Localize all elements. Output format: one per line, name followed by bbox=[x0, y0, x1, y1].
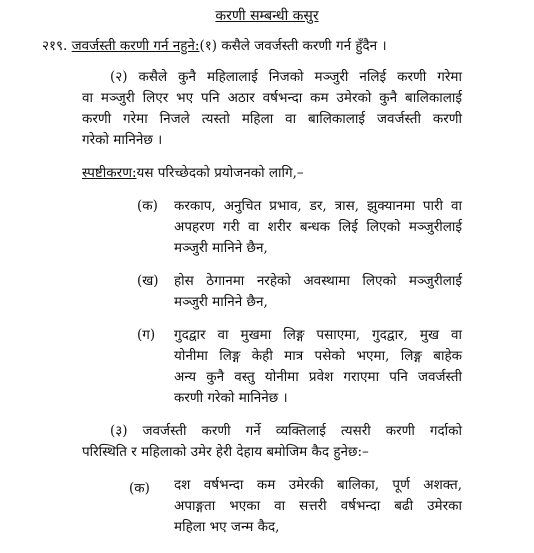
explanation-line bbox=[82, 163, 304, 183]
item-3-ka-label: (क) bbox=[129, 480, 150, 497]
para3-line-1: (३) जवर्जस्ती करणी गर्ने व्यक्तिलाई त्यसरी करणी गर्दाको bbox=[110, 423, 462, 439]
item-ga-tag: (ग) bbox=[137, 327, 156, 343]
chapter-heading: करणी सम्बन्धी कसुर bbox=[215, 8, 319, 24]
item-ga-line-1: गुदद्वार वा मुखमा लिङ्ग पसाएमा, गुदद्वार, मुख वा bbox=[174, 327, 462, 343]
item-3-ka-line-3: महिला भए जन्म कैद, bbox=[174, 519, 280, 535]
explanation-text: यस परिच्छेदको प्रयोजनको लागि,– bbox=[136, 165, 304, 181]
item-kha-line-1: होस ठेगानमा नरहेको अवस्थामा लिएको मञ्जुरीलाई bbox=[174, 273, 462, 289]
explanation-label: स्पष्टीकरण: bbox=[82, 165, 137, 181]
item-kha-line-2: मञ्जुरी मानिने छैन, bbox=[174, 294, 268, 310]
item-ka-line-2: अपहरण गरी वा शरीर बन्धक लिई लिएको मञ्जुरीलाई bbox=[174, 219, 462, 235]
para2-line-3: करणी गरेमा निजले त्यस्तो महिला वा बालिकालाई जवर्जस्ती करणी bbox=[82, 111, 462, 127]
para2-line-1: (२) कसैले कुनै महिलालाई निजको मञ्जुरी नलिई करणी गरेमा bbox=[110, 69, 462, 85]
item-ga-line-4: करणी गरेको मानिनेछ । bbox=[174, 390, 288, 406]
item-ka-line-1: करकाप, अनुचित प्रभाव, डर, त्रास, झुक्यानमा पारी वा bbox=[174, 198, 462, 214]
item-kha-tag: (ख) bbox=[137, 273, 159, 289]
para3-line-2: परिस्थिति र महिलाको उमेर हेरी देहाय बमोजिम कैद हुनेछ:– bbox=[82, 444, 369, 460]
item-3-ka-line-2: अपाङ्गता भएका वा सत्तरी वर्षभन्दा बढी उमेरका bbox=[174, 498, 462, 514]
section-subsection-1: (१) कसैले जवर्जस्ती करणी गर्न हुँदैन । bbox=[199, 38, 387, 54]
section-number: २१९. bbox=[42, 38, 68, 54]
item-ka-line-3: मञ्जुरी मानिने छैन, bbox=[174, 240, 268, 256]
item-ga-line-2: योनीमा लिङ्ग केही मात्र पसेको भएमा, लिङ्ग बाहेक bbox=[174, 348, 462, 364]
section-title: जवर्जस्ती करणी गर्न नहुने: bbox=[71, 38, 200, 54]
item-3-ka-line-1: दश वर्षभन्दा कम उमेरकी बालिका, पूर्ण अशक्त, bbox=[174, 477, 462, 493]
para2-line-4: गरेको मानिनेछ । bbox=[82, 132, 163, 148]
para2-line-2: वा मञ्जुरी लिएर भए पनि अठार वर्षभन्दा कम उमेरको कुनै बालिकालाई bbox=[82, 90, 462, 106]
item-ka-tag: (क) bbox=[137, 198, 158, 214]
item-ga-line-3: अन्य कुनै वस्तु योनीमा प्रवेश गराएमा पनि जवर्जस्ती bbox=[174, 369, 462, 385]
section-219-line bbox=[42, 36, 387, 56]
item-3-ka-tag bbox=[128, 475, 150, 499]
